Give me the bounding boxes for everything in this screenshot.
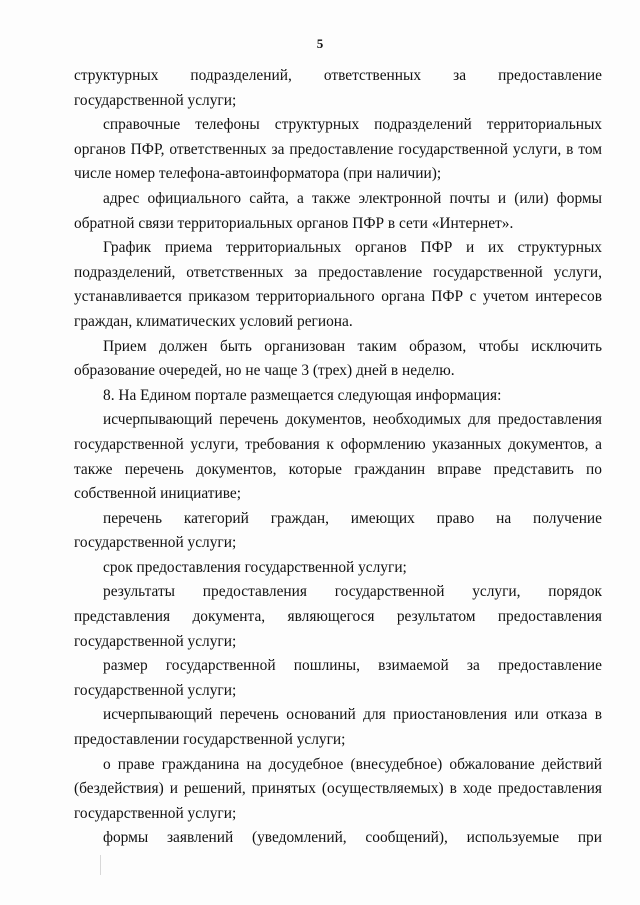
scan-artifact-line	[100, 855, 101, 875]
document-body	[74, 64, 602, 851]
paragraph: 8. На Едином портале размещается следующая информация:	[103, 386, 502, 404]
paragraph: о праве гражданина на досудебное (внесудебное) обжалование действий (бездействия) и решений, принятых (осуществляемых) в ходе предоставления государственной услуги;	[74, 755, 602, 822]
paragraph: результаты предоставления государственной услуги, порядок представления документа, являющегося результатом предоставления государственной услуги;	[74, 583, 602, 650]
paragraph: Прием должен быть организован таким образом, чтобы исключить образование очередей, но не чаще 3 (трех) дней в неделю.	[74, 337, 602, 380]
paragraph: формы заявлений (уведомлений, сообщений), используемые при	[103, 829, 602, 847]
paragraph: размер государственной пошлины, взимаемой за предоставление государственной услуги;	[74, 657, 602, 699]
paragraph: перечень категорий граждан, имеющих право на получение государственной услуги;	[74, 509, 602, 552]
paragraph: структурных подразделений, ответственных за предоставление государственной услуги;	[74, 67, 602, 109]
paragraph: адрес официального сайта, а также электронной почты и (или) формы обратной связи территориальных органов ПФР в сети «Интернет».	[74, 189, 602, 232]
paragraph: График приема территориальных органов ПФР и их структурных подразделений, ответственных за предоставление государственной услуги, устанавливается приказом территориального органа ПФР с учетом интересов граждан, климатических условий региона.	[74, 239, 602, 330]
page-number: 5	[316, 36, 324, 51]
paragraph: справочные телефоны структурных подразделений территориальных органов ПФР, ответственных за предоставление государственной услуги, в том числе номер телефона-автоинформатора (при наличии);	[74, 116, 602, 183]
paragraph: исчерпывающий перечень документов, необходимых для предоставления государственной услуги, требования к оформлению указанных документов, а также перечень документов, которые гражданин вправе представить по собственной инициативе;	[74, 411, 602, 503]
paragraph: исчерпывающий перечень оснований для приостановления или отказа в предоставлении государственной услуги;	[74, 706, 602, 749]
paragraph: срок предоставления государственной услуги;	[103, 558, 407, 576]
